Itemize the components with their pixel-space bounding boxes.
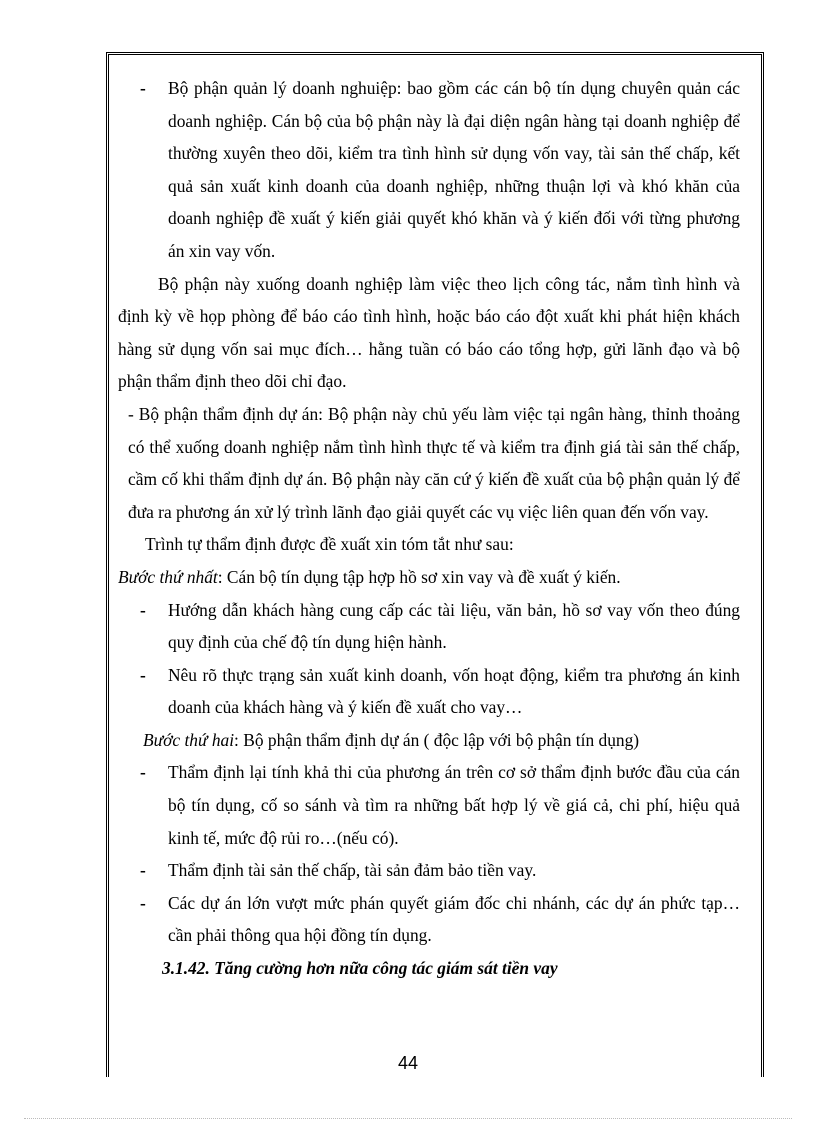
bullet-paragraph xyxy=(118,756,740,854)
step-one-paragraph xyxy=(118,561,740,594)
bullet-dash: - xyxy=(140,78,146,98)
step-label: Bước thứ hai xyxy=(143,729,235,750)
section-heading: 3.1.42. Tăng cường hơn nữa công tác giám sát tiền vay xyxy=(162,958,558,979)
step-text: : Bộ phận thẩm định dự án ( độc lập với bộ phận tín dụng) xyxy=(234,729,640,750)
bullet-dash: - xyxy=(140,892,146,913)
paragraph: Bộ phận này xuống doanh nghiệp làm việc theo lịch công tác, nắm tình hình và định kỳ về họp phòng để báo cáo tình hình, hoặc báo cáo đột xuất khi phát hiện khách hàng sử dụng vốn sai mục đích… hằng tuần có báo cáo tổng hợp, gửi lãnh đạo và bộ phận thẩm định theo dõi chỉ đạo. xyxy=(118,273,740,392)
page-number: 44 xyxy=(397,1053,419,1073)
paragraph-text: Bộ phận quản lý doanh nghuiệp: bao gồm các cán bộ tín dụng chuyên quản các doanh nghiệp. Cán bộ của bộ phận này là đại diện ngân hàng tại doanh nghiệp để thường xuyên theo dõi, kiểm tra tình hình sử dụng vốn vay, tài sản thế chấp, kết quả sản xuất kinh doanh của doanh nghiệp, những thuận lợi và khó khăn của doanh nghiệp đề xuất ý kiến giải quyết khó khăn và ý kiến đối với từng phương án xin vay vốn. xyxy=(168,78,740,261)
paragraph-text: Hướng dẫn khách hàng cung cấp các tài liệu, văn bản, hồ sơ vay vốn theo đúng quy định của chế độ tín dụng hiện hành. xyxy=(168,599,740,653)
document-body xyxy=(118,72,740,985)
paragraph: Trình tự thẩm định được đề xuất xin tóm tắt như sau: xyxy=(145,534,514,555)
bullet-dash: - xyxy=(140,860,146,881)
paragraph-text: Nêu rõ thực trạng sản xuất kinh doanh, vốn hoạt động, kiểm tra phương án kinh doanh của khách hàng và ý kiến đề xuất cho vay… xyxy=(168,664,740,718)
step-two-paragraph xyxy=(118,724,740,757)
bullet-paragraph xyxy=(118,659,740,724)
bullet-paragraph xyxy=(118,887,740,952)
bullet-paragraph xyxy=(118,854,740,887)
footer-divider xyxy=(24,1118,792,1119)
paragraph-text: Thẩm định tài sản thế chấp, tài sản đảm bảo tiền vay. xyxy=(168,860,537,881)
bullet-dash: - xyxy=(140,762,146,783)
bullet-paragraph xyxy=(118,72,740,268)
paragraph-text: Các dự án lớn vượt mức phán quyết giám đốc chi nhánh, các dự án phức tạp…cần phải thông qua hội đồng tín dụng. xyxy=(168,892,740,946)
step-text: : Cán bộ tín dụng tập hợp hồ sơ xin vay và đề xuất ý kiến. xyxy=(217,566,621,587)
bullet-paragraph xyxy=(118,594,740,659)
bullet-dash: - xyxy=(140,599,146,620)
paragraph: - Bộ phận thẩm định dự án: Bộ phận này chủ yếu làm việc tại ngân hàng, thỉnh thoảng có thể xuống doanh nghiệp nắm tình hình thực tế và kiểm tra định giá tài sản thế chấp, cầm cố khi thẩm định dự án. Bộ phận này căn cứ ý kiến đề xuất của bộ phận quản lý để đưa ra phương án xử lý trình lãnh đạo giải quyết các vụ việc liên quan đến vốn vay. xyxy=(128,403,740,522)
bullet-dash: - xyxy=(140,664,146,685)
step-label: Bước thứ nhất xyxy=(118,566,218,587)
paragraph-text: Thẩm định lại tính khả thi của phương án trên cơ sở thẩm định bước đầu của cán bộ tín dụng, cố so sánh và tìm ra những bất hợp lý về giá cả, chi phí, hiệu quả kinh tế, mức độ rủi ro…(nếu có). xyxy=(168,762,740,848)
